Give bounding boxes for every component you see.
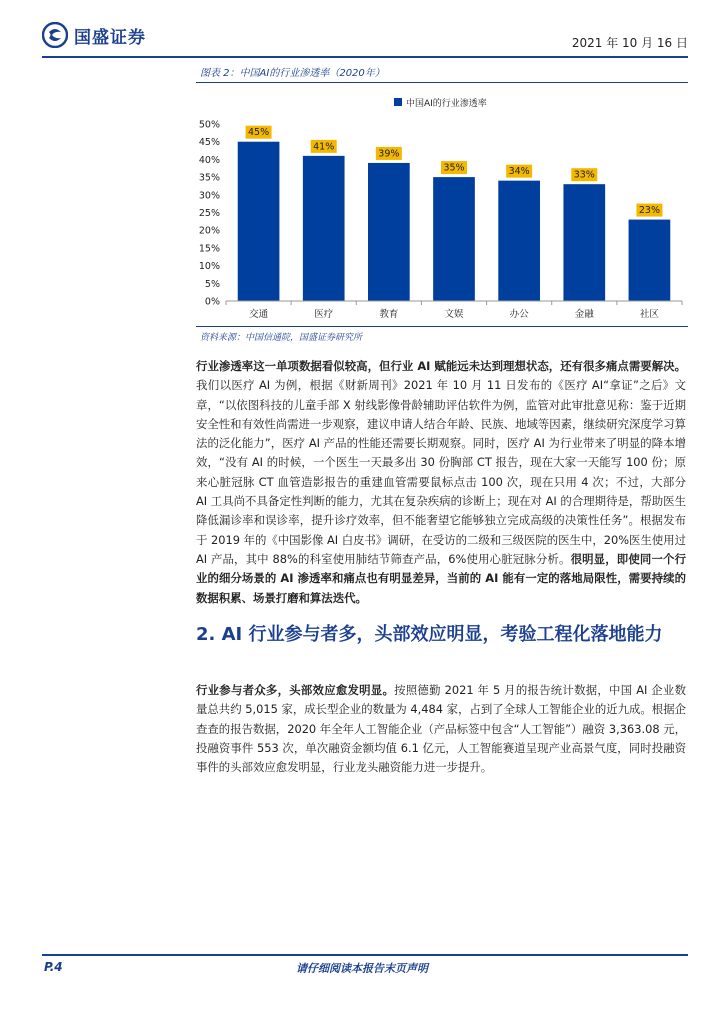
data-label: 39% (378, 148, 400, 160)
paragraph-penetration (196, 357, 686, 608)
paragraph-lead: 行业渗透率这一单项数据看似较高，但行业 AI 赋能远未达到理想状态，还有很多痛点需要解决。 (196, 359, 686, 373)
footer-divider (42, 954, 688, 956)
paragraph-body: 按照德勤 2021 年 5 月的报告统计数据，中国 AI 企业数量总共约 5,015 家，成长型企业的数量为 4,484 家，占到了全球人工智能企业的近九成。根据企查查的报告数据，2020 年全年人工智能企业（产品标签中包含“人工智能”）融资 3,363.08 元，投融资事件 553 次，单次融资金额均值 6.1 亿元，人工智能赛道呈现产业高景气度，同时投融资事件的头部效应愈发明显，行业龙头融资能力进一步提升。 (196, 683, 686, 775)
paragraph-lead: 行业参与者众多，头部效应愈发明显。 (196, 683, 395, 697)
x-tick-label: 医疗 (314, 309, 334, 320)
paragraph-conclusion: 很明显，即使同一个行业的细分场景的 AI 渗透率和痛点也有明显差异，当前的 AI 能有一定的落地局限性，需要持续的数据积累、场景打磨和算法迭代。 (196, 551, 686, 605)
section-heading: 2. AI 行业参与者多，头部效应明显，考验工程化落地能力 (196, 624, 663, 645)
x-tick-label: 文娱 (444, 309, 464, 320)
x-tick-label: 金融 (574, 309, 594, 320)
logo-icon (42, 22, 68, 48)
y-tick-label: 45% (198, 137, 220, 149)
data-label: 41% (313, 141, 335, 153)
footer-disclaimer: 请仔细阅读本报告末页声明 (296, 962, 428, 975)
report-date: 2021 年 10 月 16 日 (571, 36, 688, 50)
y-tick-label: 15% (198, 243, 220, 255)
y-tick-label: 25% (198, 208, 220, 219)
y-tick-label: 40% (198, 154, 220, 166)
figure-source: 资料来源：中国信通院，国盛证券研究所 (200, 333, 363, 343)
bar-6 (563, 184, 605, 301)
page-header (42, 18, 688, 58)
x-axis (226, 301, 682, 320)
company-logo (42, 22, 146, 48)
paragraph-body: 我们以医疗 AI 为例，根据《财新周刊》2021 年 10 月 11 日发布的《医疗 AI“拿证”之后》文章，“以依图科技的儿童手部 X 射线影像骨龄辅助评估软件为例，监管对此审批意见称：鉴于近期安全性和有效性尚需进一步观察，建议申请人结合年龄、民族、地域等因素，继续研究深度学习算法的泛化能力”，医疗 AI 产品的性能还需要长期观察。同时，医疗 AI 为行业带来了明显的降本增效，“没有 AI 的时候，一个医生一天最多出 30 份胸部 CT 报告，现在大家一天能写 100 份；原来心脏冠脉 CT 血管造影报告的重建血管需要鼠标点击 100 次，现在只用 4 次；不过，大部分 AI 工具尚不具备定性判断的能力，尤其在复杂疾病的诊断上；现在对 AI 的合理期待是，帮助医生降低漏诊率和误诊率，提升诊疗效率，但不能奢望它能够独立完成高级的决策性任务”。根据发布于 2019 年的《中国影像 AI 白皮书》调研，在受访的二级和三级医院的医生中，20%医生使用过 AI 产品，其中 88%的科室使用肺结节筛查产品，6%使用心脏冠脉分析。 (196, 378, 687, 566)
y-tick-label: 10% (198, 261, 220, 273)
header-divider (42, 56, 688, 58)
y-tick-label: 30% (198, 190, 220, 202)
bar-5 (498, 181, 540, 301)
y-tick-label: 50% (198, 119, 220, 131)
y-tick-label: 20% (198, 225, 220, 237)
x-tick-label: 社区 (639, 309, 659, 320)
figure-caption: 图表 2：中国AI的行业渗透率（2020年） (200, 68, 385, 79)
x-tick-label: 办公 (509, 309, 529, 320)
bar-4 (433, 177, 475, 301)
data-label: 35% (443, 162, 465, 174)
legend-label: 中国AI的行业渗透率 (406, 99, 487, 109)
figure-top-divider (196, 82, 688, 83)
penetration-bar-chart (196, 88, 688, 324)
chart-legend (394, 97, 487, 109)
x-tick-label: 交通 (249, 309, 269, 320)
legend-swatch (394, 98, 402, 106)
page-number: P.4 (44, 960, 63, 974)
bar-7 (629, 220, 671, 301)
data-label: 33% (573, 169, 595, 181)
paragraph-participants (196, 681, 686, 777)
bar-series (238, 126, 671, 301)
data-label: 23% (638, 205, 660, 217)
data-label: 45% (248, 127, 270, 139)
y-tick-label: 0% (204, 296, 220, 308)
figure-bottom-divider (196, 326, 688, 327)
data-label: 34% (508, 166, 530, 178)
logo-text: 国盛证券 (74, 27, 146, 48)
bar-2 (303, 156, 345, 301)
bar-3 (368, 163, 410, 301)
y-tick-label: 35% (198, 172, 220, 184)
x-tick-label: 教育 (379, 309, 399, 320)
y-tick-label: 5% (204, 278, 220, 290)
y-axis (199, 120, 220, 308)
bar-1 (238, 142, 280, 301)
